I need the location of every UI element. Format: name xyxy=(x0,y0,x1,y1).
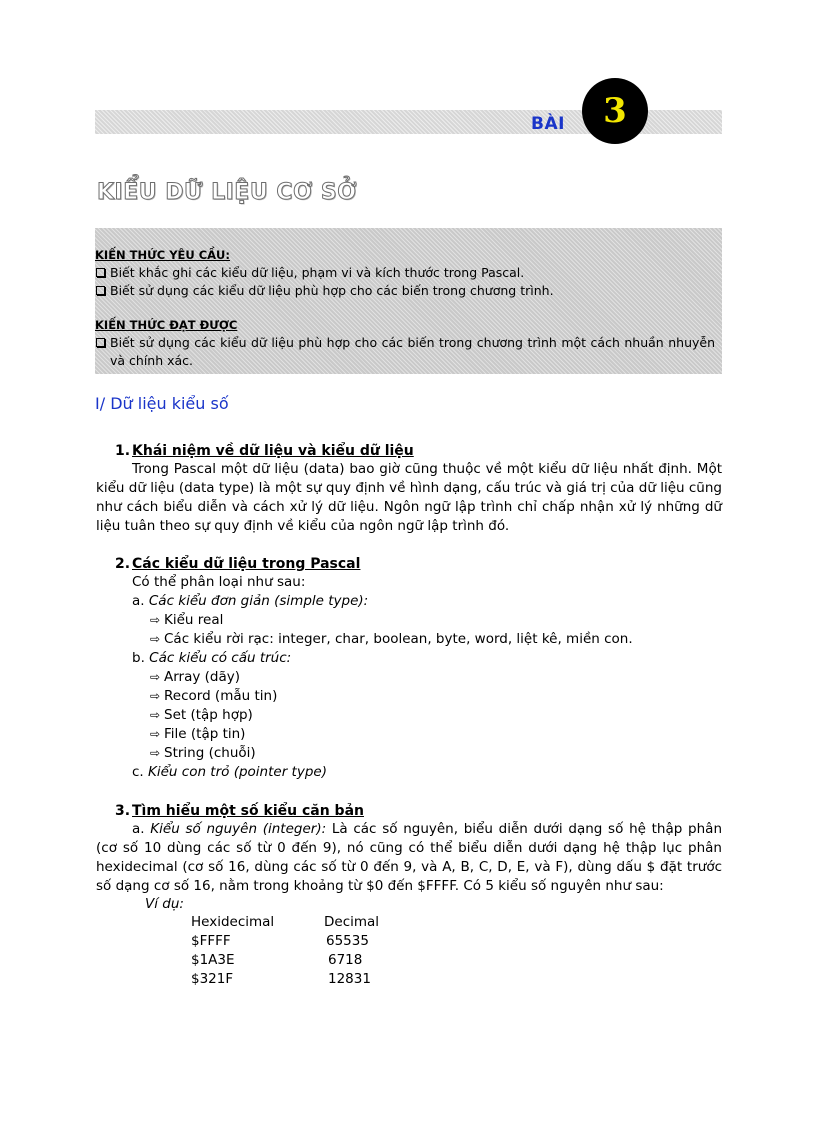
integer-type-paragraph: a. Kiểu số nguyên (integer): Là các số nguyên, biểu diễn dưới dạng số hệ thập phân (cơ số 10 dùng các số từ 0 đến 9), nó cũng có thể biểu diễn dưới dạng hệ thập lục phân hexidecimal (cơ số 16, dùng các số từ 0 đến 9, và A, B, C, D, E, và F), dùng dấu $ đặt trước số dạng cơ số 16, nằm trong khoảng từ $0 đến $FFFF. Có 5 kiểu số nguyên như sau: xyxy=(96,821,722,894)
checkbox-bullet-icon xyxy=(96,286,105,295)
table-cell: 6718 xyxy=(328,952,363,968)
lesson-number-badge: 3 xyxy=(582,78,648,144)
arrow-right-icon: ⇨ xyxy=(150,746,161,760)
arrow-right-icon: ⇨ xyxy=(150,708,161,722)
list-item: ⇨ File (tập tin) xyxy=(150,726,246,742)
table-cell: $FFFF xyxy=(191,933,231,949)
arrow-right-icon: ⇨ xyxy=(150,613,161,627)
list-item: ⇨ Set (tập hợp) xyxy=(150,707,253,723)
arrow-right-icon: ⇨ xyxy=(150,727,161,741)
subsection-1-paragraph: Trong Pascal một dữ liệu (data) bao giờ cũng thuộc về một kiểu dữ liệu nhất định. Một kiểu dữ liệu (data type) là một sự quy định về hình dạng, cấu trúc và giá trị của dữ liệu cũng như cách biểu diễn và cách xử lý dữ liệu. Ngôn ngữ lập trình chỉ chấp nhận xử lý những dữ liệu tuân theo sự quy định về kiểu của ngôn ngữ lập trình đó. xyxy=(96,461,722,534)
requirements-box xyxy=(95,228,722,374)
section-heading: I/ Dữ liệu kiểu số xyxy=(95,394,229,413)
simple-type-heading: a. Các kiểu đơn giản (simple type): xyxy=(132,593,369,609)
list-item: Biết sử dụng các kiểu dữ liệu phù hợp cho các biến trong chương trình một cách nhuần nhuyễn và chính xác. xyxy=(95,334,722,370)
list-item: ⇨ Các kiểu rời rạc: integer, char, boolean, byte, word, liệt kê, miền con. xyxy=(150,631,633,647)
subsection-1-heading: 1. Khái niệm về dữ liệu và kiểu dữ liệu xyxy=(115,443,414,459)
list-item: Biết khắc ghi các kiểu dữ liệu, phạm vi và kích thước trong Pascal. xyxy=(95,264,722,282)
table-cell: $1A3E xyxy=(191,952,235,968)
pointer-type-heading: c. Kiểu con trỏ (pointer type) xyxy=(132,764,327,780)
table-cell: $321F xyxy=(191,971,234,987)
list-item: ⇨ Record (mẫu tin) xyxy=(150,688,278,704)
table-cell: 65535 xyxy=(326,933,369,949)
lesson-label: BÀI xyxy=(531,114,565,134)
list-item: Biết sử dụng các kiểu dữ liệu phù hợp cho các biến trong chương trình. xyxy=(95,282,722,300)
list-item: ⇨ Kiểu real xyxy=(150,612,224,628)
example-label: Ví dụ: xyxy=(145,896,184,912)
checkbox-bullet-icon xyxy=(96,268,105,277)
subsection-2-intro: Có thể phân loại như sau: xyxy=(132,574,306,590)
list-item: ⇨ String (chuỗi) xyxy=(150,745,256,761)
chapter-title: KIỂU DỮ LIỆU CƠ SỞ xyxy=(97,180,357,205)
table-header-hex: Hexidecimal xyxy=(191,914,275,930)
arrow-right-icon: ⇨ xyxy=(150,689,161,703)
subsection-3-heading: 3. Tìm hiểu một số kiểu căn bản xyxy=(115,803,364,819)
checkbox-bullet-icon xyxy=(96,338,105,347)
arrow-right-icon: ⇨ xyxy=(150,670,161,684)
list-item: ⇨ Array (dãy) xyxy=(150,669,241,685)
required-knowledge-heading: KIẾN THỨC YÊU CẦU: xyxy=(95,248,230,262)
structured-type-heading: b. Các kiểu có cấu trúc: xyxy=(132,650,292,666)
subsection-2-heading: 2. Các kiểu dữ liệu trong Pascal xyxy=(115,556,361,572)
achieved-knowledge-heading: KIẾN THỨC ĐẠT ĐƯỢC xyxy=(95,318,238,332)
table-header-dec: Decimal xyxy=(324,914,380,930)
arrow-right-icon: ⇨ xyxy=(150,632,161,646)
table-cell: 12831 xyxy=(328,971,371,987)
